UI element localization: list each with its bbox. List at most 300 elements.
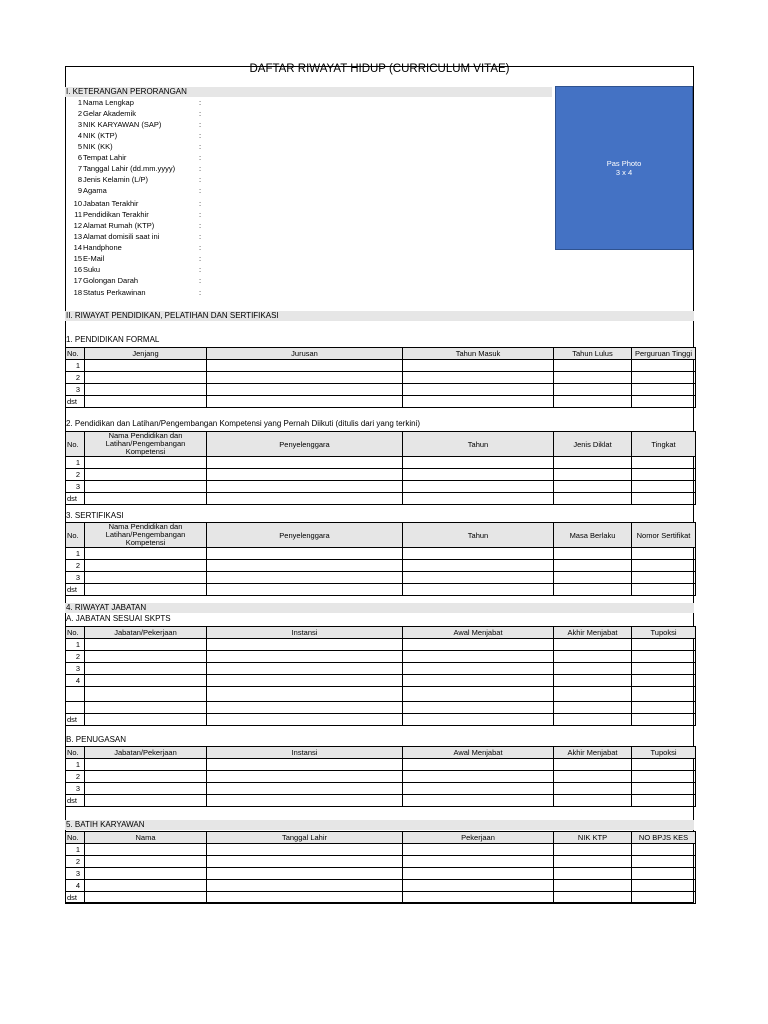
table-cell[interactable] <box>207 844 403 856</box>
table-cell[interactable] <box>632 795 696 807</box>
table-cell[interactable] <box>632 702 696 714</box>
column-header: Tupoksi <box>632 627 696 639</box>
table-row <box>66 880 696 892</box>
table-cell[interactable] <box>632 584 696 596</box>
table-cell[interactable] <box>85 771 207 783</box>
row-number: 1 <box>66 759 85 771</box>
field-number: 5 <box>77 142 82 151</box>
column-header: Tahun <box>403 432 554 457</box>
table-cell[interactable] <box>403 360 554 372</box>
photo-size: 3 x 4 <box>615 168 633 177</box>
column-header: Perguruan Tinggi <box>632 348 696 360</box>
table-cell[interactable] <box>207 560 403 572</box>
table-cell[interactable] <box>207 584 403 596</box>
table-cell[interactable] <box>207 372 403 384</box>
table-cell[interactable] <box>207 493 403 505</box>
row-number: 3 <box>66 572 85 584</box>
table-cell[interactable] <box>554 783 632 795</box>
column-header: Nomor Sertifikat <box>632 523 696 548</box>
column-header: Jurusan <box>207 348 403 360</box>
table-cell[interactable] <box>403 457 554 469</box>
table-cell[interactable] <box>85 481 207 493</box>
table-cell[interactable] <box>207 771 403 783</box>
table-row <box>66 844 696 856</box>
table-cell[interactable] <box>403 548 554 560</box>
column-header: Jenis Diklat <box>554 432 632 457</box>
table-cell[interactable] <box>632 639 696 651</box>
table-cell[interactable] <box>554 584 632 596</box>
field-colon: : <box>199 232 202 241</box>
section-heading-jabatan: 4. RIWAYAT JABATAN <box>65 603 694 613</box>
field-number: 18 <box>73 288 82 297</box>
row-number: 2 <box>66 469 85 481</box>
column-header: No. <box>66 832 85 844</box>
table-cell[interactable] <box>85 469 207 481</box>
table-cell[interactable] <box>403 795 554 807</box>
field-colon: : <box>199 221 202 230</box>
table-cell[interactable] <box>632 457 696 469</box>
label-penugasan: B. PENUGASAN <box>66 735 127 744</box>
table-cell[interactable] <box>207 714 403 726</box>
row-number: 1 <box>66 548 85 560</box>
table-cell[interactable] <box>85 714 207 726</box>
table-cell[interactable] <box>554 844 632 856</box>
row-number: 3 <box>66 663 85 675</box>
table-row <box>66 856 696 868</box>
field-number: 1 <box>77 98 82 107</box>
table-cell[interactable] <box>554 675 632 687</box>
table-cell[interactable] <box>554 663 632 675</box>
table-cell[interactable] <box>554 856 632 868</box>
table-row <box>66 457 696 469</box>
table-cell[interactable] <box>403 572 554 584</box>
table-row <box>66 548 696 560</box>
row-number: 2 <box>66 651 85 663</box>
table-header-row <box>66 747 696 759</box>
table-cell[interactable] <box>632 892 696 904</box>
table-cell[interactable] <box>632 360 696 372</box>
column-header: Awal Menjabat <box>403 747 554 759</box>
row-number: 3 <box>66 481 85 493</box>
table-cell[interactable] <box>85 560 207 572</box>
field-label: Status Perkawinan <box>83 288 146 297</box>
column-header: Penyelenggara <box>207 432 403 457</box>
table-cell[interactable] <box>632 856 696 868</box>
table-row <box>66 687 696 702</box>
table-cell[interactable] <box>632 759 696 771</box>
table-cell[interactable] <box>632 687 696 702</box>
table-penugasan <box>65 746 696 807</box>
table-cell[interactable] <box>207 572 403 584</box>
table-cell[interactable] <box>632 372 696 384</box>
row-number: dst <box>66 584 85 596</box>
table-cell[interactable] <box>207 868 403 880</box>
field-colon: : <box>199 175 202 184</box>
table-cell[interactable] <box>403 372 554 384</box>
field-number: 16 <box>73 265 82 274</box>
row-number: 1 <box>66 639 85 651</box>
table-cell[interactable] <box>403 651 554 663</box>
section-heading-personal: I. KETERANGAN PERORANGAN <box>65 87 552 97</box>
table-cell[interactable] <box>632 396 696 408</box>
column-header: Tingkat <box>632 432 696 457</box>
table-cell[interactable] <box>632 651 696 663</box>
table-jabatan-skpts <box>65 626 696 726</box>
table-cell[interactable] <box>632 548 696 560</box>
table-cell[interactable] <box>85 572 207 584</box>
table-cell[interactable] <box>554 651 632 663</box>
table-cell[interactable] <box>554 868 632 880</box>
field-number: 14 <box>73 243 82 252</box>
field-colon: : <box>199 288 202 297</box>
table-row <box>66 396 696 408</box>
field-colon: : <box>199 153 202 162</box>
field-label: Alamat Rumah (KTP) <box>83 221 155 230</box>
table-cell[interactable] <box>403 702 554 714</box>
table-row <box>66 675 696 687</box>
row-number: 2 <box>66 771 85 783</box>
table-pelatihan <box>65 431 696 505</box>
row-number: dst <box>66 892 85 904</box>
column-header: Tahun <box>403 523 554 548</box>
table-cell[interactable] <box>85 457 207 469</box>
column-header: Nama Pendidikan dan Latihan/Pengembangan Kompetensi <box>85 432 207 457</box>
table-cell[interactable] <box>207 481 403 493</box>
field-colon: : <box>199 131 202 140</box>
table-cell[interactable] <box>632 663 696 675</box>
table-cell[interactable] <box>632 469 696 481</box>
row-number <box>66 687 85 702</box>
table-cell[interactable] <box>403 584 554 596</box>
column-header: NIK KTP <box>554 832 632 844</box>
table-cell[interactable] <box>403 396 554 408</box>
table-cell[interactable] <box>403 493 554 505</box>
table-cell[interactable] <box>554 548 632 560</box>
field-colon: : <box>199 243 202 252</box>
table-row <box>66 714 696 726</box>
row-number: dst <box>66 714 85 726</box>
table-cell[interactable] <box>207 548 403 560</box>
table-cell[interactable] <box>207 759 403 771</box>
table-cell[interactable] <box>85 663 207 675</box>
table-cell[interactable] <box>554 481 632 493</box>
field-colon: : <box>199 98 202 107</box>
table-row <box>66 868 696 880</box>
table-cell[interactable] <box>554 372 632 384</box>
field-label: Tempat Lahir <box>83 153 127 162</box>
row-number: 1 <box>66 844 85 856</box>
column-header: Tahun Lulus <box>554 348 632 360</box>
field-label: Pendidikan Terakhir <box>83 210 149 219</box>
table-row <box>66 702 696 714</box>
row-number: 4 <box>66 880 85 892</box>
field-label: Jenis Kelamin (L/P) <box>83 175 149 184</box>
column-header: Penyelenggara <box>207 523 403 548</box>
field-label: Jabatan Terakhir <box>83 199 139 208</box>
column-header: Akhir Menjabat <box>554 627 632 639</box>
field-number: 6 <box>77 153 82 162</box>
table-cell[interactable] <box>554 493 632 505</box>
table-cell[interactable] <box>554 639 632 651</box>
field-label: Suku <box>83 265 101 274</box>
table-cell[interactable] <box>207 783 403 795</box>
table-cell[interactable] <box>85 548 207 560</box>
field-label: Agama <box>83 186 107 195</box>
column-header: No. <box>66 348 85 360</box>
column-header: No. <box>66 627 85 639</box>
table-cell[interactable] <box>85 396 207 408</box>
row-number: 2 <box>66 856 85 868</box>
table-cell[interactable] <box>85 584 207 596</box>
table-cell[interactable] <box>632 481 696 493</box>
table-cell[interactable] <box>85 868 207 880</box>
table-cell[interactable] <box>85 844 207 856</box>
table-row <box>66 892 696 904</box>
table-cell[interactable] <box>403 714 554 726</box>
row-number: 1 <box>66 360 85 372</box>
field-number: 7 <box>77 164 82 173</box>
table-row <box>66 663 696 675</box>
table-cell[interactable] <box>632 880 696 892</box>
table-cell[interactable] <box>632 384 696 396</box>
table-row <box>66 360 696 372</box>
table-row <box>66 384 696 396</box>
table-cell[interactable] <box>554 572 632 584</box>
field-colon: : <box>199 254 202 263</box>
table-row <box>66 560 696 572</box>
column-header: Nama Pendidikan dan Latihan/Pengembangan Kompetensi <box>85 523 207 548</box>
table-cell[interactable] <box>554 687 632 702</box>
field-colon: : <box>199 210 202 219</box>
row-number: 3 <box>66 384 85 396</box>
section-heading-batih: 5. BATIH KARYAWAN <box>65 820 694 830</box>
table-cell[interactable] <box>85 880 207 892</box>
table-batih <box>65 831 696 904</box>
table-cell[interactable] <box>207 795 403 807</box>
table-cell[interactable] <box>554 795 632 807</box>
column-header: Instansi <box>207 747 403 759</box>
column-header: No. <box>66 747 85 759</box>
table-cell[interactable] <box>85 493 207 505</box>
table-row <box>66 572 696 584</box>
table-cell[interactable] <box>554 469 632 481</box>
label-pendidikan-formal: 1. PENDIDIKAN FORMAL <box>66 335 160 344</box>
field-colon: : <box>199 109 202 118</box>
photo-label: Pas Photo <box>606 159 642 168</box>
field-number: 2 <box>77 109 82 118</box>
table-header-row <box>66 523 696 548</box>
table-cell[interactable] <box>403 771 554 783</box>
table-cell[interactable] <box>403 384 554 396</box>
table-row <box>66 493 696 505</box>
table-cell[interactable] <box>554 360 632 372</box>
page-title: DAFTAR RIWAYAT HIDUP (CURRICULUM VITAE) <box>249 63 510 75</box>
table-cell[interactable] <box>554 384 632 396</box>
table-cell[interactable] <box>403 469 554 481</box>
table-cell[interactable] <box>85 795 207 807</box>
row-number: 3 <box>66 783 85 795</box>
row-number: 2 <box>66 560 85 572</box>
table-cell[interactable] <box>207 651 403 663</box>
column-header: Tahun Masuk <box>403 348 554 360</box>
field-colon: : <box>199 186 202 195</box>
table-row <box>66 469 696 481</box>
table-header-row <box>66 348 696 360</box>
column-header: Awal Menjabat <box>403 627 554 639</box>
table-cell[interactable] <box>207 675 403 687</box>
table-cell[interactable] <box>207 469 403 481</box>
column-header: Jabatan/Pekerjaan <box>85 747 207 759</box>
table-header-row <box>66 432 696 457</box>
table-header-row <box>66 832 696 844</box>
photo-placeholder[interactable] <box>555 86 693 250</box>
table-cell[interactable] <box>207 663 403 675</box>
row-number: 3 <box>66 868 85 880</box>
table-cell[interactable] <box>403 560 554 572</box>
table-cell[interactable] <box>554 560 632 572</box>
field-label: NIK (KK) <box>83 142 113 151</box>
table-cell[interactable] <box>85 856 207 868</box>
table-pendidikan-formal <box>65 347 696 408</box>
table-cell[interactable] <box>85 783 207 795</box>
column-header: No. <box>66 432 85 457</box>
table-cell[interactable] <box>85 759 207 771</box>
table-cell[interactable] <box>85 702 207 714</box>
column-header: NO BPJS KES <box>632 832 696 844</box>
table-cell[interactable] <box>207 384 403 396</box>
table-row <box>66 759 696 771</box>
table-row <box>66 783 696 795</box>
table-cell[interactable] <box>85 892 207 904</box>
table-row <box>66 771 696 783</box>
table-cell[interactable] <box>85 651 207 663</box>
table-cell[interactable] <box>403 675 554 687</box>
field-label: Tanggal Lahir (dd.mm.yyyy) <box>83 164 176 173</box>
table-cell[interactable] <box>403 844 554 856</box>
column-header: Pekerjaan <box>403 832 554 844</box>
field-label: Nama Lengkap <box>83 98 134 107</box>
column-header: Tanggal Lahir <box>207 832 403 844</box>
table-cell[interactable] <box>554 759 632 771</box>
table-cell[interactable] <box>632 714 696 726</box>
table-cell[interactable] <box>554 702 632 714</box>
field-label: Gelar Akademik <box>83 109 136 118</box>
field-number: 4 <box>77 131 82 140</box>
table-cell[interactable] <box>403 639 554 651</box>
table-cell[interactable] <box>403 759 554 771</box>
table-cell[interactable] <box>554 396 632 408</box>
table-cell[interactable] <box>207 687 403 702</box>
row-number: 1 <box>66 457 85 469</box>
label-sertifikasi: 3. SERTIFIKASI <box>66 511 124 520</box>
table-cell[interactable] <box>207 360 403 372</box>
field-colon: : <box>199 120 202 129</box>
table-cell[interactable] <box>554 880 632 892</box>
field-colon: : <box>199 199 202 208</box>
field-number: 10 <box>73 199 82 208</box>
table-row <box>66 481 696 493</box>
field-colon: : <box>199 164 202 173</box>
section-heading-education: II. RIWAYAT PENDIDIKAN, PELATIHAN DAN SERTIFIKASI <box>65 311 694 321</box>
row-number: dst <box>66 493 85 505</box>
field-number: 13 <box>73 232 82 241</box>
table-cell[interactable] <box>403 783 554 795</box>
table-cell[interactable] <box>632 560 696 572</box>
table-row <box>66 372 696 384</box>
table-cell[interactable] <box>85 639 207 651</box>
table-cell[interactable] <box>554 714 632 726</box>
table-cell[interactable] <box>207 856 403 868</box>
field-number: 11 <box>74 210 82 219</box>
label-pelatihan: 2. Pendidikan dan Latihan/Pengembangan Kompetensi yang Pernah Diikuti (ditulis dari yang terkini) <box>66 419 420 428</box>
table-cell[interactable] <box>85 687 207 702</box>
table-cell[interactable] <box>85 360 207 372</box>
table-cell[interactable] <box>632 771 696 783</box>
table-cell[interactable] <box>632 844 696 856</box>
table-row <box>66 639 696 651</box>
table-cell[interactable] <box>554 457 632 469</box>
table-cell[interactable] <box>403 868 554 880</box>
table-cell[interactable] <box>403 481 554 493</box>
table-row <box>66 795 696 807</box>
column-header: Masa Berlaku <box>554 523 632 548</box>
table-sertifikasi <box>65 522 696 596</box>
table-cell[interactable] <box>632 572 696 584</box>
table-cell[interactable] <box>403 880 554 892</box>
table-cell[interactable] <box>85 675 207 687</box>
field-label: Alamat domisili saat ini <box>83 232 160 241</box>
column-header: Akhir Menjabat <box>554 747 632 759</box>
row-number: 4 <box>66 675 85 687</box>
field-label: NIK KARYAWAN (SAP) <box>83 120 162 129</box>
table-cell[interactable] <box>554 892 632 904</box>
column-header: Nama <box>85 832 207 844</box>
table-cell[interactable] <box>632 675 696 687</box>
field-label: E-Mail <box>83 254 105 263</box>
field-label: NIK (KTP) <box>83 131 118 140</box>
table-cell[interactable] <box>207 892 403 904</box>
table-cell[interactable] <box>85 372 207 384</box>
field-number: 9 <box>77 186 82 195</box>
table-cell[interactable] <box>554 771 632 783</box>
table-row <box>66 651 696 663</box>
table-cell[interactable] <box>207 639 403 651</box>
table-cell[interactable] <box>632 868 696 880</box>
row-number: 2 <box>66 372 85 384</box>
field-number: 8 <box>77 175 82 184</box>
row-number: dst <box>66 396 85 408</box>
label-jabatan-skpts: A. JABATAN SESUAI SKPTS <box>66 614 171 623</box>
table-cell[interactable] <box>207 702 403 714</box>
table-cell[interactable] <box>403 892 554 904</box>
table-cell[interactable] <box>207 880 403 892</box>
table-cell[interactable] <box>632 783 696 795</box>
table-cell[interactable] <box>632 493 696 505</box>
field-colon: : <box>199 142 202 151</box>
table-cell[interactable] <box>207 457 403 469</box>
table-cell[interactable] <box>403 687 554 702</box>
table-cell[interactable] <box>403 663 554 675</box>
column-header: No. <box>66 523 85 548</box>
table-cell[interactable] <box>403 856 554 868</box>
table-cell[interactable] <box>207 396 403 408</box>
field-number: 3 <box>77 120 82 129</box>
field-colon: : <box>199 265 202 274</box>
field-number: 12 <box>73 221 82 230</box>
table-cell[interactable] <box>85 384 207 396</box>
row-number: dst <box>66 795 85 807</box>
table-header-row <box>66 627 696 639</box>
